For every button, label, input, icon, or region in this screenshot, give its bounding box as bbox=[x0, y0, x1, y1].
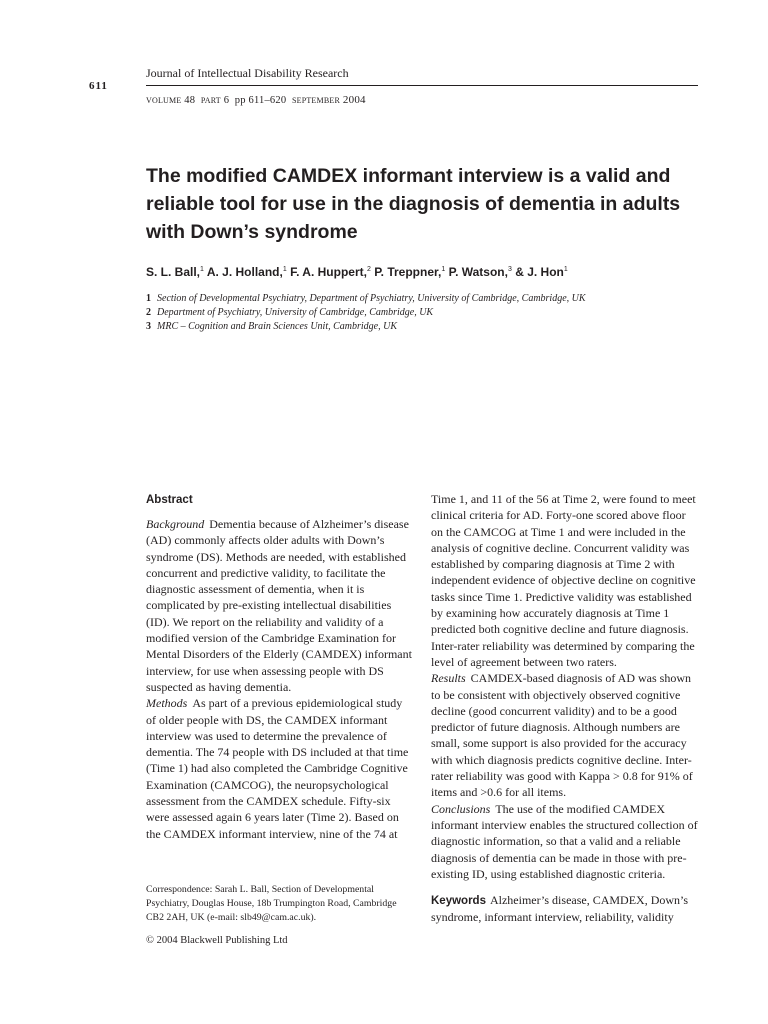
volume-number: 48 bbox=[184, 95, 196, 106]
conclusions-text: The use of the modified CAMDEX informant interview enables the structured collection of diagnostic information, so that a valid and a reliable diagnosis of dementia can be made in those with pre-existing ID, using established diagnostic criteria. bbox=[431, 801, 698, 881]
background-label: Background bbox=[146, 517, 205, 531]
author: P. Watson,$^3$ bbox=[448, 265, 512, 279]
abstract-results bbox=[431, 670, 699, 800]
header-divider bbox=[146, 85, 698, 86]
journal-name: Journal of Intellectual Disability Research bbox=[146, 66, 349, 80]
methods-text: As part of a previous epidemiological study of older people with DS, the CAMDEX informant interview was used to determine the prevalence of dementia. The 74 people with DS included at that time (Time 1) had also completed the Cambridge Cognitive Examination (CAMCOG), the neuropsychological assessment from the CAMDEX schedule. Fifty-six were assessed again 6 years later (Time 2). Based on the CAMDEX informant interview, nine of the 74 at bbox=[146, 696, 409, 841]
author: F. A. Huppert,$^2$ bbox=[290, 265, 371, 279]
keywords bbox=[431, 892, 701, 926]
abstract-background bbox=[146, 516, 413, 695]
author: P. Treppner,$^1$ bbox=[374, 265, 446, 279]
abstract-methods-continued: Time 1, and 11 of the 56 at Time 2, were found to meet clinical criteria for AD. Forty-one scored above floor on the CAMCOG at Time 1 and were included in the analysis of cognitive decline. Concurrent validity was established by comparing diagnosis at Time 2 with independent evidence of objective decline on cognitive tasks since Time 1. Predictive validity was established by examining how accurately diagnosis at Time 1 predicted both cognitive decline and future diagnosis. Inter-rater reliability was determined by comparing the level of agreement between two raters. bbox=[431, 492, 696, 669]
abstract-column-right bbox=[431, 491, 699, 882]
issue-info bbox=[146, 94, 366, 106]
article-title: The modified CAMDEX informant interview is a valid and reliable tool for use in the diagnosis of dementia in adults with Down’s syndrome bbox=[146, 165, 681, 243]
author: A. J. Holland,$^1$ bbox=[206, 265, 287, 279]
volume-label: volume bbox=[146, 94, 182, 106]
author: & J. Hon$^1$ bbox=[515, 265, 568, 279]
page-number: 611 bbox=[89, 80, 108, 92]
keywords-text: Alzheimer’s disease, CAMDEX, Down’s syndrome, informant interview, reliability, validity bbox=[431, 893, 689, 925]
page-range: pp 611–620 bbox=[234, 95, 287, 106]
correspondence-note: Correspondence: Sarah L. Ball, Section of Developmental Psychiatry, Douglas House, 18b Trumpington Road, Cambridge CB2 2AH, UK (e-mail: slb49@cam.ac.uk). bbox=[146, 884, 397, 923]
keywords-label: Keywords bbox=[431, 895, 486, 907]
issue-date: september 2004 bbox=[291, 94, 366, 106]
abstract-methods bbox=[146, 695, 413, 842]
author-list bbox=[146, 265, 716, 279]
copyright-notice: © 2004 Blackwell Publishing Ltd bbox=[146, 935, 288, 946]
results-text: CAMDEX-based diagnosis of AD was shown to be consistent with objectively observed cognitive decline (good concurrent validity) and to be a good predictor of future diagnosis. Although numbers are small, some support is also provided for the accuracy with which diagnosis predicts cognitive decline. Inter-rater reliability was good with Kappa > 0.8 for 91% of items and >0.6 for all items. bbox=[431, 671, 693, 800]
background-text: Dementia because of Alzheimer’s disease (AD) commonly affects older adults with Down’s syndrome (DS). Methods are needed, with established concurrent and predictive validity, to facilitate the diagnostic assessment of dementia, when it is complicated by pre-existing intellectual disabilities (ID). We report on the reliability and validity of a modified version of the Cambridge Examination for Mental Disorders of the Elderly (CAMDEX) informant interview, for use when assessing people with DS suspected as having dementia. bbox=[146, 517, 412, 694]
abstract-conclusions bbox=[431, 801, 699, 882]
affiliation: 1 Section of Developmental Psychiatry, Department of Psychiatry, University of Cambridge, Cambridge, UK bbox=[146, 293, 586, 304]
author: S. L. Ball,$^1$ bbox=[146, 265, 204, 279]
abstract-heading: Abstract bbox=[146, 494, 193, 506]
part-label: part bbox=[200, 94, 221, 106]
abstract-column-left bbox=[146, 516, 413, 842]
conclusions-label: Conclusions bbox=[431, 801, 491, 816]
methods-label: Methods bbox=[146, 696, 188, 711]
affiliation: 3 MRC – Cognition and Brain Sciences Unit, Cambridge, UK bbox=[146, 321, 397, 332]
part-number: 6 bbox=[223, 95, 230, 106]
results-label: Results bbox=[431, 671, 466, 686]
affiliation: 2 Department of Psychiatry, University of Cambridge, Cambridge, UK bbox=[146, 307, 434, 318]
